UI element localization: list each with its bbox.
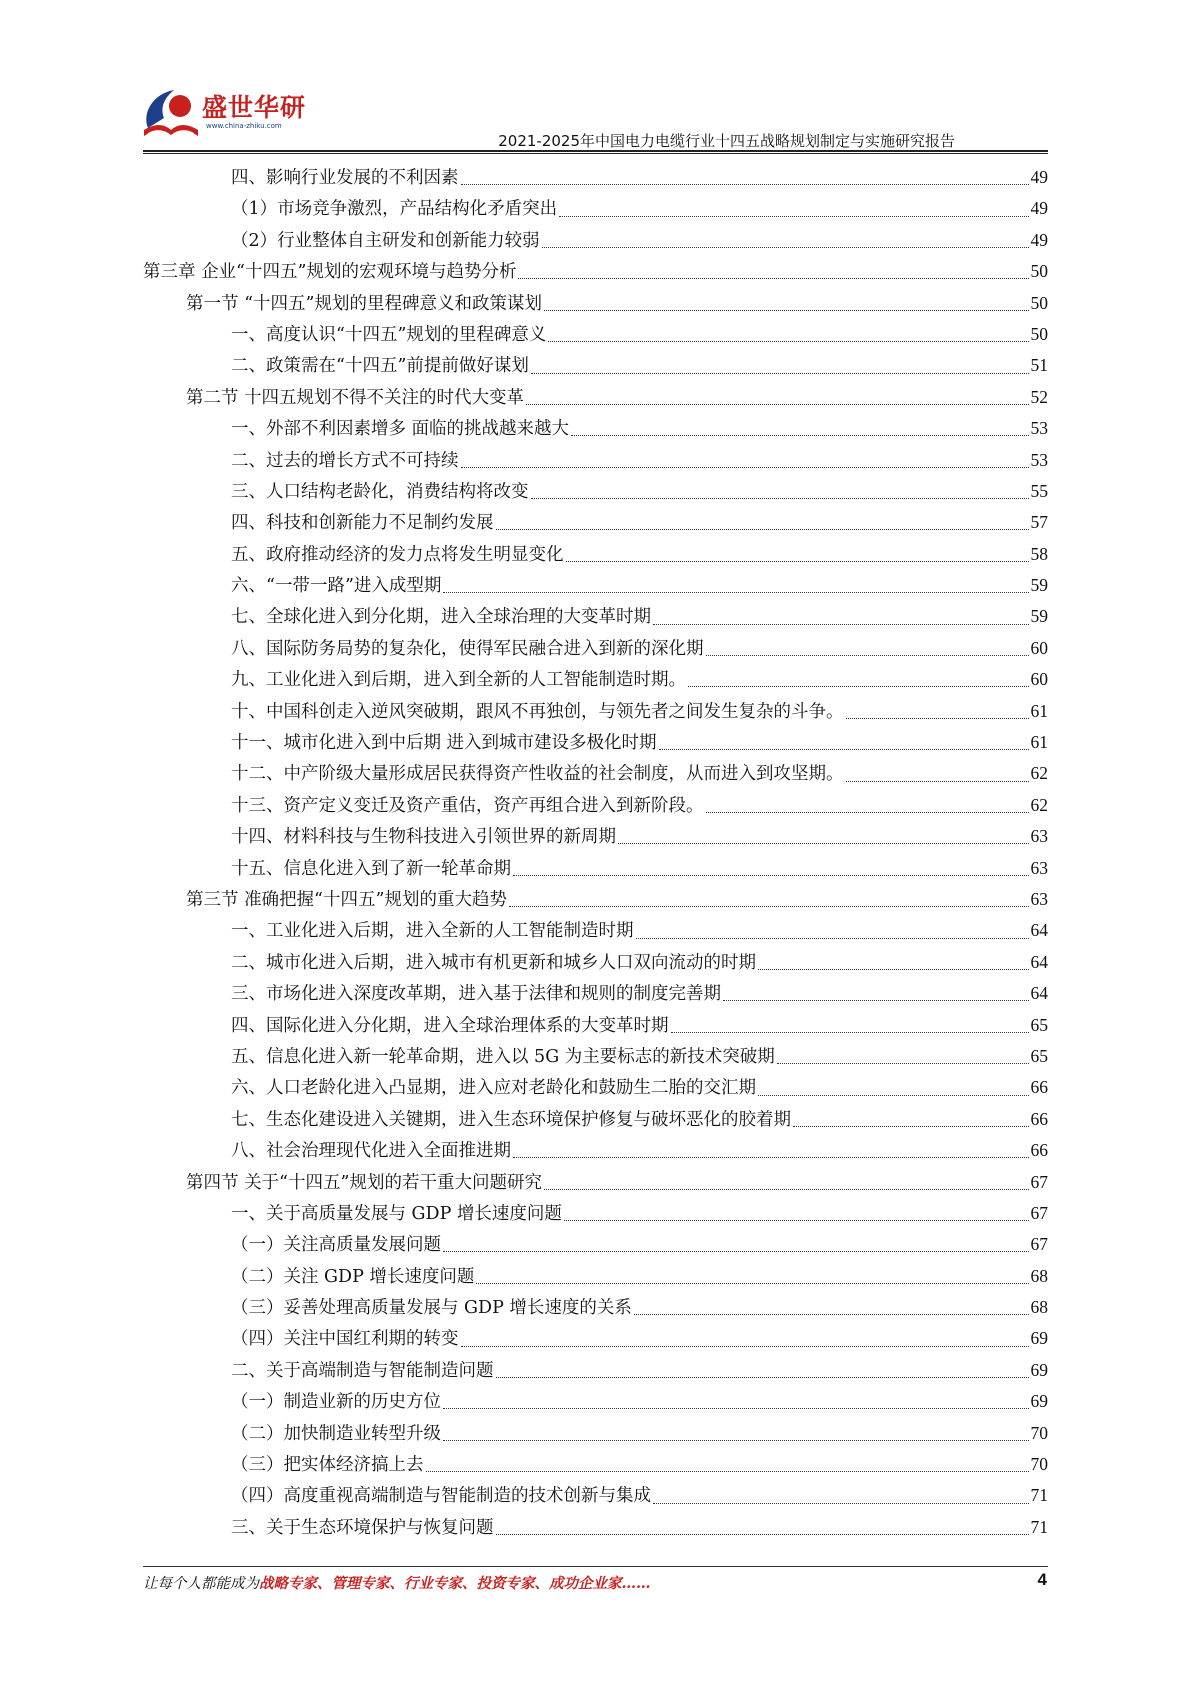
- toc-dot-leader: [531, 498, 1029, 499]
- toc-entry-title: 五、信息化进入新一轮革命期，进入以 5G 为主要标志的新技术突破期: [231, 1046, 775, 1067]
- toc-dot-leader: [513, 1157, 1029, 1158]
- toc-entry-page: 59: [1030, 606, 1048, 627]
- header-divider-thin: [143, 153, 1048, 154]
- toc-entry[interactable]: [143, 476, 1048, 507]
- toc-entry-title: 三、关于生态环境保护与恢复问题: [231, 1517, 494, 1538]
- toc-entry-page: 63: [1030, 888, 1048, 909]
- toc-entry[interactable]: [143, 162, 1048, 193]
- toc-dot-leader: [518, 278, 1028, 279]
- toc-entry[interactable]: [143, 570, 1048, 601]
- toc-entry-title: 二、过去的增长方式不可持续: [231, 450, 459, 471]
- toc-entry-page: 67: [1030, 1202, 1048, 1223]
- table-of-contents: [143, 162, 1048, 1543]
- toc-entry-page: 69: [1030, 1391, 1048, 1412]
- toc-dot-leader: [443, 1440, 1029, 1441]
- toc-entry-page: 51: [1030, 355, 1048, 376]
- toc-entry-title: 十、中国科创走入逆风突破期，跟风不再独创，与领先者之间发生复杂的斗争。: [231, 701, 844, 722]
- toc-entry[interactable]: [143, 884, 1048, 915]
- toc-entry-page: 49: [1030, 229, 1048, 250]
- logo-book-swoosh-icon: [140, 84, 202, 146]
- toc-dot-leader: [636, 938, 1029, 939]
- toc-entry-title: 第二节 十四五规划不得不关注的时代大变革: [186, 387, 525, 408]
- toc-entry-page: 67: [1030, 1171, 1048, 1192]
- toc-dot-leader: [443, 592, 1028, 593]
- toc-entry-page: 58: [1030, 543, 1048, 564]
- toc-entry[interactable]: [143, 915, 1048, 946]
- toc-dot-leader: [531, 373, 1029, 374]
- toc-entry-page: 68: [1030, 1297, 1048, 1318]
- toc-entry[interactable]: [143, 758, 1048, 789]
- toc-dot-leader: [566, 561, 1029, 562]
- toc-entry-title: 第四节 关于“十四五”规划的若干重大问题研究: [186, 1172, 542, 1193]
- toc-entry-page: 66: [1030, 1108, 1048, 1129]
- toc-entry-title: 十四、材料科技与生物科技进入引领世界的新周期: [231, 827, 616, 848]
- footer-divider: [143, 1566, 1048, 1567]
- toc-dot-leader: [688, 686, 1029, 687]
- toc-entry-page: 61: [1030, 732, 1048, 753]
- toc-entry[interactable]: [143, 696, 1048, 727]
- toc-entry-page: 59: [1030, 575, 1048, 596]
- toc-dot-leader: [544, 310, 1029, 311]
- toc-entry-page: 63: [1030, 826, 1048, 847]
- toc-entry-page: 52: [1030, 386, 1048, 407]
- toc-entry-title: 九、工业化进入到后期，进入到全新的人工智能制造时期。: [231, 670, 686, 691]
- toc-entry-page: 49: [1030, 167, 1048, 187]
- toc-dot-leader: [706, 655, 1029, 656]
- toc-entry-title: 第三章 企业“十四五”规划的宏观环境与趋势分析: [143, 262, 517, 283]
- toc-entry-page: 53: [1030, 418, 1048, 439]
- slogan-prefix: 让每个人都能成为: [143, 1576, 259, 1592]
- toc-entry-page: 49: [1030, 198, 1048, 219]
- toc-entry-title: 二、关于高端制造与智能制造问题: [231, 1360, 494, 1381]
- toc-entry[interactable]: [143, 319, 1048, 350]
- toc-entry-page: 70: [1030, 1454, 1048, 1475]
- toc-entry-page: 64: [1030, 951, 1048, 972]
- toc-entry-title: 二、城市化进入后期，进入城市有机更新和城乡人口双向流动的时期: [231, 952, 756, 973]
- toc-dot-leader: [846, 781, 1029, 782]
- document-title: 2021-2025年中国电力电缆行业十四五战略规划制定与实施研究报告: [498, 132, 955, 150]
- toc-entry[interactable]: [143, 256, 1048, 287]
- toc-entry[interactable]: [143, 1355, 1048, 1386]
- toc-entry-title: 一、外部不利因素增多 面临的挑战越来越大: [231, 419, 570, 440]
- toc-dot-leader: [496, 529, 1029, 530]
- toc-entry-title: （三）妥善处理高质量发展与 GDP 增长速度的关系: [231, 1298, 632, 1319]
- toc-dot-leader: [793, 1126, 1029, 1127]
- toc-entry-title: 四、影响行业发展的不利因素: [231, 168, 459, 188]
- toc-entry[interactable]: [143, 821, 1048, 852]
- toc-entry[interactable]: [143, 1135, 1048, 1166]
- toc-entry-page: 50: [1030, 323, 1048, 344]
- toc-entry-page: 67: [1030, 1234, 1048, 1255]
- toc-entry-title: 三、市场化进入深度改革期，进入基于法律和规则的制度完善期: [231, 984, 721, 1005]
- toc-entry-title: （四）高度重视高端制造与智能制造的技术创新与集成: [231, 1486, 651, 1507]
- toc-entry-title: 四、科技和创新能力不足制约发展: [231, 513, 494, 534]
- toc-entry[interactable]: [143, 790, 1048, 821]
- toc-entry-title: （一）制造业新的历史方位: [231, 1392, 441, 1413]
- toc-entry-page: 60: [1030, 637, 1048, 658]
- toc-entry-page: 70: [1030, 1422, 1048, 1443]
- toc-entry-title: （四）关注中国红利期的转变: [231, 1329, 459, 1350]
- toc-dot-leader: [846, 718, 1029, 719]
- toc-entry[interactable]: [143, 1010, 1048, 1041]
- toc-entry-title: 五、政府推动经济的发力点将发生明显变化: [231, 544, 564, 565]
- toc-dot-leader: [564, 1220, 1029, 1221]
- toc-entry[interactable]: [143, 507, 1048, 538]
- toc-entry-page: 66: [1030, 1140, 1048, 1161]
- toc-dot-leader: [559, 216, 1028, 217]
- toc-entry-page: 71: [1030, 1516, 1048, 1537]
- toc-entry[interactable]: [143, 1198, 1048, 1229]
- toc-dot-leader: [542, 247, 1029, 248]
- toc-entry-title: 十三、资产定义变迁及资产重估，资产再组合进入到新阶段。: [231, 795, 704, 816]
- toc-entry[interactable]: [143, 1386, 1048, 1417]
- toc-dot-leader: [653, 1503, 1029, 1504]
- toc-dot-leader: [461, 467, 1029, 468]
- toc-entry-title: 三、人口结构老龄化，消费结构将改变: [231, 481, 529, 502]
- toc-entry[interactable]: [143, 382, 1048, 413]
- toc-dot-leader: [443, 1251, 1029, 1252]
- toc-entry-page: 64: [1030, 983, 1048, 1004]
- toc-dot-leader: [443, 1408, 1029, 1409]
- toc-entry-title: （1）市场竞争激烈，产品结构化矛盾突出: [231, 199, 558, 220]
- toc-entry-title: 十二、中产阶级大量形成居民获得资产性收益的社会制度，从而进入到攻坚期。: [231, 764, 844, 785]
- toc-entry-title: （一）关注高质量发展问题: [231, 1235, 441, 1256]
- toc-entry-title: 二、政策需在“十四五”前提前做好谋划: [231, 356, 529, 377]
- toc-entry-page: 63: [1030, 857, 1048, 878]
- toc-entry[interactable]: [143, 978, 1048, 1009]
- toc-entry[interactable]: [143, 1480, 1048, 1511]
- toc-dot-leader: [634, 1314, 1029, 1315]
- toc-entry-page: 50: [1030, 292, 1048, 313]
- toc-dot-leader: [496, 1534, 1029, 1535]
- page-number: 4: [1037, 1570, 1047, 1589]
- toc-entry-page: 53: [1030, 449, 1048, 470]
- toc-entry-title: 一、工业化进入后期，进入全新的人工智能制造时期: [231, 921, 634, 942]
- toc-entry-page: 55: [1030, 480, 1048, 501]
- toc-dot-leader: [548, 341, 1028, 342]
- toc-entry-page: 64: [1030, 920, 1048, 941]
- toc-dot-leader: [461, 1346, 1029, 1347]
- toc-entry[interactable]: [143, 1167, 1048, 1198]
- toc-dot-leader: [496, 1377, 1029, 1378]
- toc-dot-leader: [571, 435, 1028, 436]
- toc-entry-page: 61: [1030, 700, 1048, 721]
- toc-entry-page: 68: [1030, 1265, 1048, 1286]
- toc-dot-leader: [706, 812, 1029, 813]
- toc-entry[interactable]: [143, 1418, 1048, 1449]
- toc-entry-page: 69: [1030, 1328, 1048, 1349]
- logo-url: www.china-zhiku.com: [206, 122, 282, 130]
- toc-entry-title: （2）行业整体自主研发和创新能力较弱: [231, 230, 540, 251]
- toc-entry[interactable]: [143, 1041, 1048, 1072]
- toc-dot-leader: [476, 1283, 1028, 1284]
- toc-dot-leader: [426, 1471, 1029, 1472]
- toc-entry-title: 七、全球化进入到分化期，进入全球治理的大变革时期: [231, 607, 651, 628]
- company-logo: [140, 84, 310, 148]
- toc-entry[interactable]: [143, 1104, 1048, 1135]
- toc-dot-leader: [671, 1032, 1029, 1033]
- toc-dot-leader: [723, 1000, 1029, 1001]
- toc-entry[interactable]: [143, 633, 1048, 664]
- toc-dot-leader: [659, 749, 1029, 750]
- toc-entry-title: 一、关于高质量发展与 GDP 增长速度问题: [231, 1203, 562, 1224]
- toc-entry-title: （三）把实体经济搞上去: [231, 1455, 424, 1476]
- toc-entry[interactable]: [143, 664, 1048, 695]
- toc-entry[interactable]: [143, 350, 1048, 381]
- toc-entry-title: 六、人口老龄化进入凸显期，进入应对老龄化和鼓励生二胎的交汇期: [231, 1078, 756, 1099]
- page-header: [0, 0, 1191, 160]
- toc-entry-title: 十五、信息化进入到了新一轮革命期: [231, 858, 511, 879]
- toc-entry[interactable]: [143, 225, 1048, 256]
- toc-dot-leader: [461, 184, 1029, 185]
- toc-entry[interactable]: [143, 1229, 1048, 1260]
- header-divider: [143, 150, 1048, 152]
- toc-dot-leader: [777, 1063, 1029, 1064]
- toc-entry-page: 66: [1030, 1077, 1048, 1098]
- toc-entry[interactable]: [143, 1512, 1048, 1543]
- toc-dot-leader: [758, 969, 1029, 970]
- toc-entry[interactable]: [143, 288, 1048, 319]
- toc-entry-page: 57: [1030, 512, 1048, 533]
- toc-entry-title: 一、高度认识“十四五”规划的里程碑意义: [231, 324, 547, 345]
- toc-dot-leader: [526, 404, 1028, 405]
- toc-entry-page: 60: [1030, 669, 1048, 690]
- toc-entry-title: 第三节 准确把握“十四五”规划的重大趋势: [186, 889, 507, 910]
- toc-entry-title: 六、“一带一路”进入成型期: [231, 576, 442, 597]
- toc-entry-title: 四、国际化进入分化期，进入全球治理体系的大变革时期: [231, 1015, 669, 1036]
- toc-entry-page: 65: [1030, 1014, 1048, 1035]
- toc-dot-leader: [618, 843, 1029, 844]
- toc-entry[interactable]: [143, 413, 1048, 444]
- slogan-highlight: 战略专家、管理专家、行业专家、投资专家、成功企业家……: [259, 1575, 651, 1592]
- toc-dot-leader: [653, 624, 1029, 625]
- logo-name: 盛世华研: [202, 93, 307, 122]
- toc-entry[interactable]: [143, 445, 1048, 476]
- toc-entry[interactable]: [143, 947, 1048, 978]
- toc-entry-title: 十一、城市化进入到中后期 进入到城市建设多极化时期: [231, 733, 657, 754]
- toc-entry-title: （二）关注 GDP 增长速度问题: [231, 1266, 475, 1287]
- toc-entry-page: 71: [1030, 1485, 1048, 1506]
- toc-entry[interactable]: [143, 601, 1048, 632]
- footer-slogan: [143, 1572, 651, 1593]
- toc-entry-page: 65: [1030, 1045, 1048, 1066]
- toc-entry-page: 69: [1030, 1359, 1048, 1380]
- toc-entry[interactable]: [143, 1449, 1048, 1480]
- toc-entry-title: 八、社会治理现代化进入全面推进期: [231, 1141, 511, 1162]
- toc-entry[interactable]: [143, 1323, 1048, 1354]
- toc-entry[interactable]: [143, 193, 1048, 224]
- toc-entry[interactable]: [143, 1072, 1048, 1103]
- toc-entry-title: 第一节 “十四五”规划的里程碑意义和政策谋划: [186, 293, 542, 314]
- toc-entry-page: 62: [1030, 794, 1048, 815]
- toc-entry[interactable]: [143, 1261, 1048, 1292]
- toc-dot-leader: [758, 1095, 1029, 1096]
- toc-entry-title: 八、国际防务局势的复杂化，使得军民融合进入到新的深化期: [231, 638, 704, 659]
- toc-entry-title: （二）加快制造业转型升级: [231, 1423, 441, 1444]
- toc-entry-page: 62: [1030, 763, 1048, 784]
- toc-dot-leader: [509, 906, 1029, 907]
- toc-entry-title: 七、生态化建设进入关键期，进入生态环境保护修复与破坏恶化的胶着期: [231, 1109, 791, 1130]
- toc-entry[interactable]: [143, 853, 1048, 884]
- toc-entry[interactable]: [143, 727, 1048, 758]
- toc-entry[interactable]: [143, 1292, 1048, 1323]
- toc-dot-leader: [544, 1189, 1029, 1190]
- toc-entry[interactable]: [143, 539, 1048, 570]
- toc-dot-leader: [513, 875, 1029, 876]
- toc-entry-page: 50: [1030, 261, 1048, 282]
